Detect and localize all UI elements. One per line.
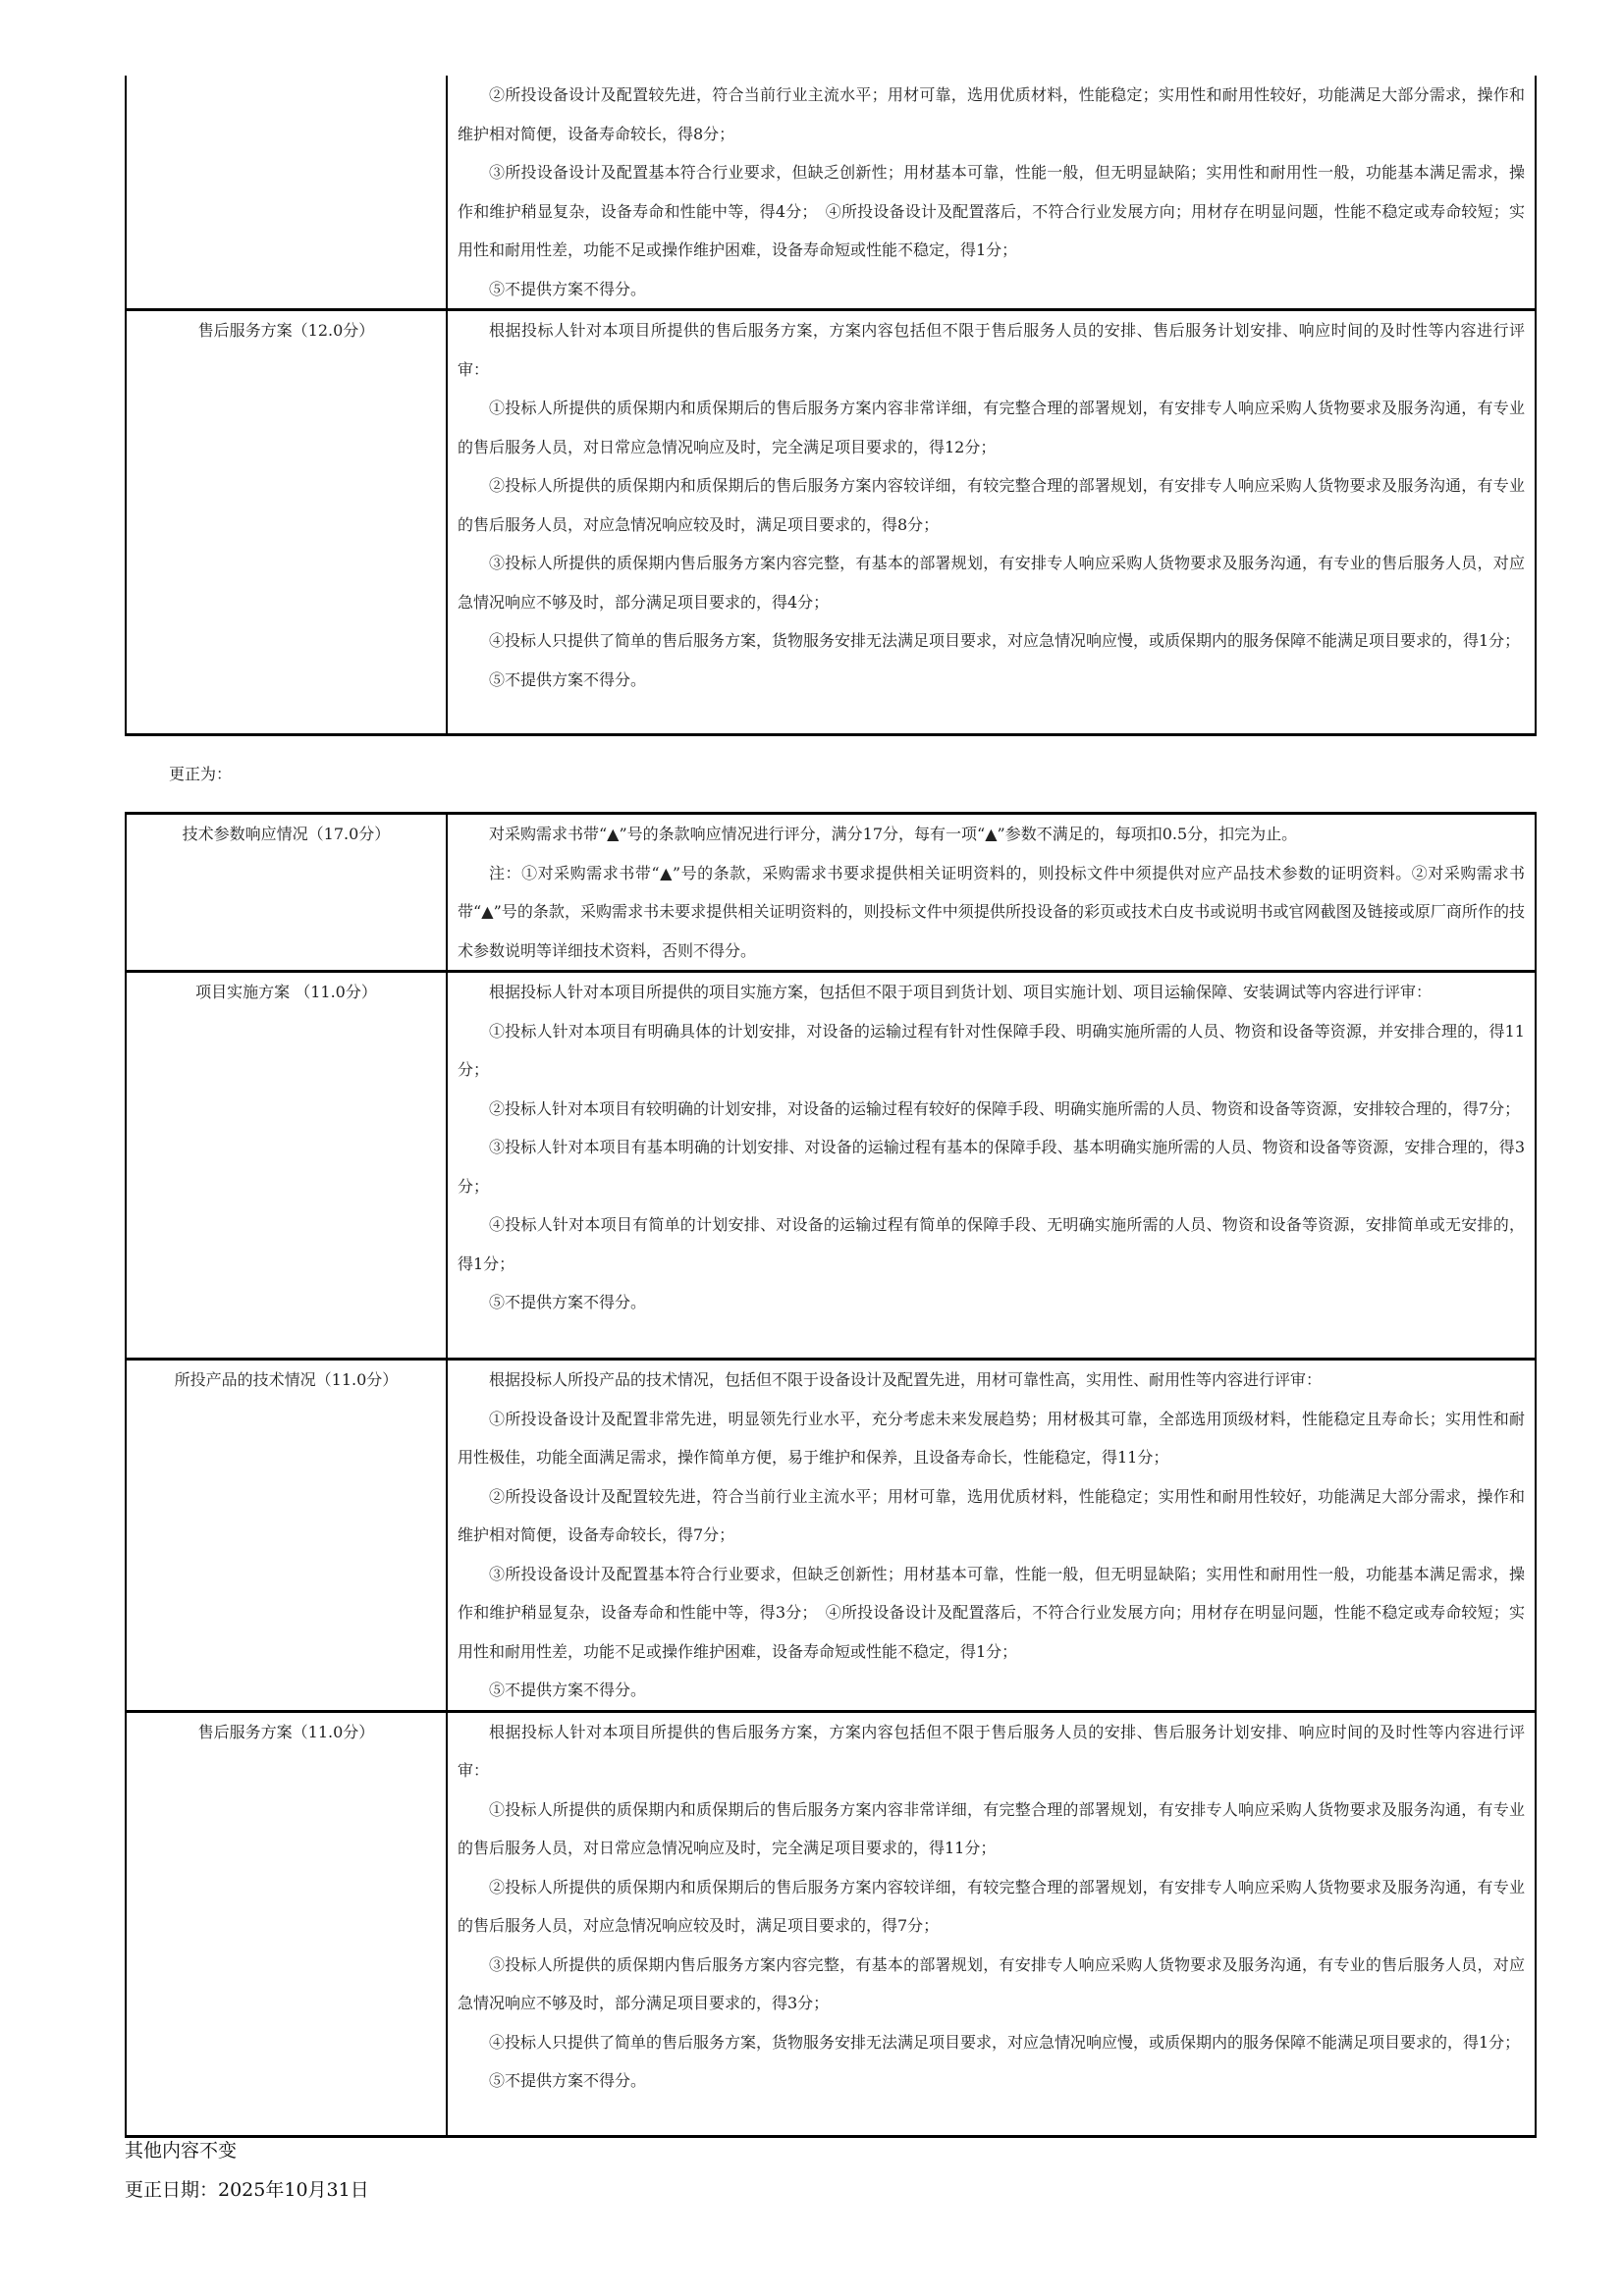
table-row	[126, 76, 1536, 310]
paragraph: ④投标人只提供了简单的售后服务方案，货物服务安排无法满足项目要求，对应急情况响应慢，或质保期内的服务保障不能满足项目要求的，得1分；	[489, 631, 1521, 650]
paragraph: ⑤不提供方案不得分。	[489, 2071, 647, 2090]
paragraph: ①投标人针对本项目有明确具体的计划安排，对设备的运输过程有针对性保障手段、明确实施所需的人员、物资和设备等资源，并安排合理的，得11分；	[458, 1021, 1525, 1079]
paragraph: ④投标人只提供了简单的售后服务方案，货物服务安排无法满足项目要求，对应急情况响应慢，或质保期内的服务保障不能满足项目要求的，得1分；	[489, 2032, 1521, 2052]
paragraph: ③所投设备设计及配置基本符合行业要求，但缺乏创新性；用材基本可靠，性能一般，但无明显缺陷；实用性和耐用性一般，功能基本满足需求，操作和维护稍显复杂，设备寿命和性能中等，得4分； ④所投设备设计及配置落后，不符合行业发展方向；用材存在明显问题，性能不稳定或寿命较短；实用性和耐用性差，功能不足或操作维护困难，设备寿命短或性能不稳定，得1分；	[458, 163, 1525, 259]
paragraph: ⑤不提供方案不得分。	[489, 1293, 647, 1311]
paragraph: ②所投设备设计及配置较先进，符合当前行业主流水平；用材可靠，选用优质材料，性能稳定；实用性和耐用性较好，功能满足大部分需求，操作和维护相对简便，设备寿命较长，得8分；	[458, 85, 1525, 143]
paragraph: 根据投标人针对本项目所提供的项目实施方案，包括但不限于项目到货计划、项目实施计划、项目运输保障、安装调试等内容进行评审：	[489, 983, 1433, 1001]
table-row	[126, 310, 1536, 735]
paragraph: ②投标人所提供的质保期内和质保期后的售后服务方案内容较详细，有较完整合理的部署规划，有安排专人响应采购人货物要求及服务沟通，有专业的售后服务人员，对应急情况响应较及时，满足项目要求的，得7分；	[458, 1877, 1525, 1935]
unchanged-note: 其他内容不变	[125, 2140, 238, 2162]
row-label: 所投产品的技术情况（11.0分）	[126, 1360, 447, 1712]
paragraph: ③投标人所提供的质保期内售后服务方案内容完整，有基本的部署规划，有安排专人响应采购人货物要求及服务沟通，有专业的售后服务人员，对应急情况响应不够及时，部分满足项目要求的，得4分；	[458, 554, 1525, 612]
paragraph: 根据投标人针对本项目所提供的售后服务方案，方案内容包括但不限于售后服务人员的安排、售后服务计划安排、响应时间的及时性等内容进行评审：	[458, 321, 1525, 379]
table-row	[126, 972, 1536, 1360]
row-content	[447, 972, 1536, 1360]
corrected-scoring-table	[125, 812, 1537, 2138]
row-content	[447, 1711, 1536, 2136]
paragraph: ②所投设备设计及配置较先进，符合当前行业主流水平；用材可靠，选用优质材料，性能稳定；实用性和耐用性较好，功能满足大部分需求，操作和维护相对简便，设备寿命较长，得7分；	[458, 1486, 1525, 1544]
paragraph: ⑤不提供方案不得分。	[489, 669, 647, 689]
row-label	[126, 76, 447, 310]
paragraph: ②投标人针对本项目有较明确的计划安排，对设备的运输过程有较好的保障手段、明确实施所需的人员、物资和设备等资源，安排较合理的，得7分；	[489, 1098, 1521, 1118]
paragraph: ③投标人所提供的质保期内售后服务方案内容完整，有基本的部署规划，有安排专人响应采购人货物要求及服务沟通，有专业的售后服务人员，对应急情况响应不够及时，部分满足项目要求的，得3分；	[458, 1954, 1525, 2012]
table-row	[126, 814, 1536, 972]
paragraph: 对采购需求书带“▲”号的条款响应情况进行评分，满分17分，每有一项“▲”参数不满足的，每项扣0.5分，扣完为止。	[489, 825, 1298, 843]
correction-date: 更正日期：2025年10月31日	[125, 2179, 369, 2201]
row-content	[447, 310, 1536, 735]
row-label: 售后服务方案（11.0分）	[126, 1711, 447, 2136]
paragraph: 根据投标人针对本项目所提供的售后服务方案，方案内容包括但不限于售后服务人员的安排、售后服务计划安排、响应时间的及时性等内容进行评审：	[458, 1722, 1525, 1780]
paragraph: ②投标人所提供的质保期内和质保期后的售后服务方案内容较详细，有较完整合理的部署规划，有安排专人响应采购人货物要求及服务沟通，有专业的售后服务人员，对应急情况响应较及时，满足项目要求的，得8分；	[458, 476, 1525, 534]
table-row	[126, 1360, 1536, 1712]
row-label: 技术参数响应情况（17.0分）	[126, 814, 447, 972]
row-content	[447, 76, 1536, 310]
paragraph: ①投标人所提供的质保期内和质保期后的售后服务方案内容非常详细，有完整合理的部署规划，有安排专人响应采购人货物要求及服务沟通，有专业的售后服务人员，对日常应急情况响应及时，完全满足项目要求的，得11分；	[458, 1799, 1525, 1857]
paragraph: 注：①对采购需求书带“▲”号的条款，采购需求书要求提供相关证明资料的，则投标文件中须提供对应产品技术参数的证明资料。②对采购需求书带“▲”号的条款，采购需求书未要求提供相关证明资料的，则投标文件中须提供所投设备的彩页或技术白皮书或说明书或官网截图及链接或原厂商所作的技术参数说明等详细技术资料，否则不得分。	[458, 863, 1525, 960]
correction-label: 更正为：	[169, 765, 233, 783]
row-label: 项目实施方案 （11.0分）	[126, 972, 447, 1360]
paragraph: ③所投设备设计及配置基本符合行业要求，但缺乏创新性；用材基本可靠，性能一般，但无明显缺陷；实用性和耐用性一般，功能基本满足需求，操作和维护稍显复杂，设备寿命和性能中等，得3分； ④所投设备设计及配置落后，不符合行业发展方向；用材存在明显问题，性能不稳定或寿命较短；实用性和耐用性差，功能不足或操作维护困难，设备寿命短或性能不稳定，得1分；	[458, 1564, 1525, 1661]
paragraph: ④投标人针对本项目有简单的计划安排、对设备的运输过程有简单的保障手段、无明确实施所需的人员、物资和设备等资源，安排简单或无安排的，得1分；	[458, 1215, 1525, 1273]
row-label: 售后服务方案（12.0分）	[126, 310, 447, 735]
table-row	[126, 1711, 1536, 2136]
paragraph: ①投标人所提供的质保期内和质保期后的售后服务方案内容非常详细，有完整合理的部署规划，有安排专人响应采购人货物要求及服务沟通，有专业的售后服务人员，对日常应急情况响应及时，完全满足项目要求的，得12分；	[458, 399, 1525, 456]
row-content	[447, 814, 1536, 972]
paragraph: ③投标人针对本项目有基本明确的计划安排、对设备的运输过程有基本的保障手段、基本明确实施所需的人员、物资和设备等资源，安排合理的，得3分；	[458, 1138, 1525, 1196]
paragraph: 根据投标人所投产品的技术情况，包括但不限于设备设计及配置先进，用材可靠性高，实用性、耐用性等内容进行评审：	[489, 1370, 1323, 1389]
paragraph: ①所投设备设计及配置非常先进，明显领先行业水平，充分考虑未来发展趋势；用材极其可靠，全部选用顶级材料，性能稳定且寿命长；实用性和耐用性极佳，功能全面满足需求，操作简单方便，易于维护和保养，且设备寿命长，性能稳定，得11分；	[458, 1409, 1525, 1467]
row-content	[447, 1360, 1536, 1712]
paragraph: ⑤不提供方案不得分。	[489, 1681, 647, 1699]
paragraph: ⑤不提供方案不得分。	[489, 279, 647, 298]
original-scoring-table	[125, 76, 1537, 736]
